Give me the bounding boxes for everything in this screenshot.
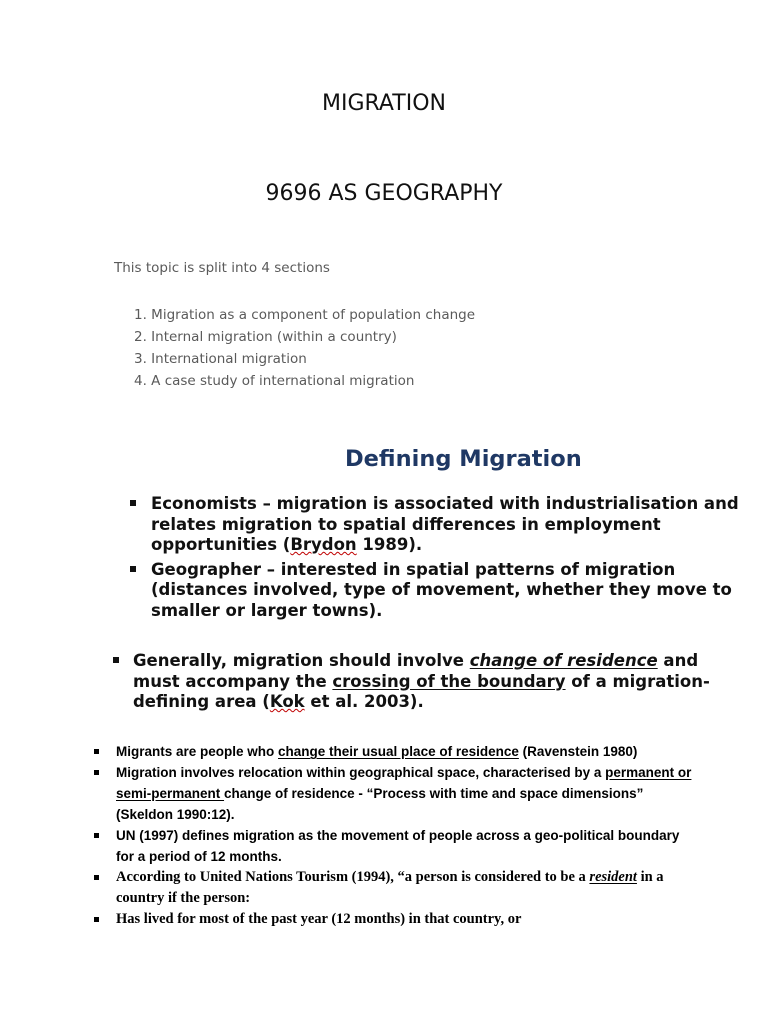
emphasis-text: resident xyxy=(589,869,637,885)
document-subtitle: 9696 AS GEOGRAPHY xyxy=(265,181,503,206)
note-item: UN (1997) defines migration as the movement of people across a geo-political boundary for a period of 12 months. xyxy=(116,825,696,867)
slide-general-definition xyxy=(133,651,743,713)
generally-point: Generally, migration should involve change of residence and must accompany the crossing of the boundary of a migration-defining area (Kok et al. 2003). xyxy=(133,651,743,713)
bullet-square-icon xyxy=(130,566,136,572)
topic-overview xyxy=(114,260,476,389)
bullet-square-icon xyxy=(130,500,136,506)
underlined-text: change their usual place of residence xyxy=(278,744,519,759)
slide-heading: Defining Migration xyxy=(345,446,582,472)
underlined-text: crossing of the boundary xyxy=(332,671,566,691)
section-item: 2. Internal migration (within a country) xyxy=(134,329,397,345)
bullet-square-icon xyxy=(94,833,99,838)
geographer-point: Geographer – interested in spatial patterns of migration (distances involved, type of movement, whether they move to smaller or larger towns). xyxy=(151,560,751,622)
bullet-square-icon xyxy=(94,917,99,922)
note-item: Migrants are people who change their usual place of residence (Ravenstein 1980) xyxy=(116,741,696,762)
note-item: Migration involves relocation within geographical space, characterised by a permanent or semi-permanent change of residence - “Process with time and space dimensions” (Skeldon 1990:12). xyxy=(116,762,696,825)
note-item: According to United Nations Tourism (1994), “a person is considered to be a resident in a country if the person: xyxy=(116,867,696,909)
economists-point: Economists – migration is associated with industrialisation and relates migration to spatial differences in employment opportunities (Brydon 1989). xyxy=(151,494,751,556)
section-item: 4. A case study of international migration xyxy=(134,373,415,389)
bullet-square-icon xyxy=(94,875,99,880)
underlined-text: permanent or semi-permanent xyxy=(116,765,692,801)
citation-author: Brydon xyxy=(290,535,357,554)
section-item: 1. Migration as a component of population change xyxy=(134,307,476,323)
bullet-square-icon xyxy=(113,657,119,663)
topic-lead: This topic is split into 4 sections xyxy=(114,260,330,276)
note-item: Has lived for most of the past year (12 months) in that country, or xyxy=(116,909,696,930)
document-title: MIGRATION xyxy=(322,91,446,116)
citation-author: Kok xyxy=(269,692,305,711)
bullet-square-icon xyxy=(94,770,99,775)
section-item: 3. International migration xyxy=(134,351,307,367)
definition-notes xyxy=(116,741,696,930)
bullet-square-icon xyxy=(94,749,99,754)
section-list xyxy=(134,304,554,392)
emphasis-text: change of residence xyxy=(469,651,658,670)
slide-definitions xyxy=(151,494,751,625)
